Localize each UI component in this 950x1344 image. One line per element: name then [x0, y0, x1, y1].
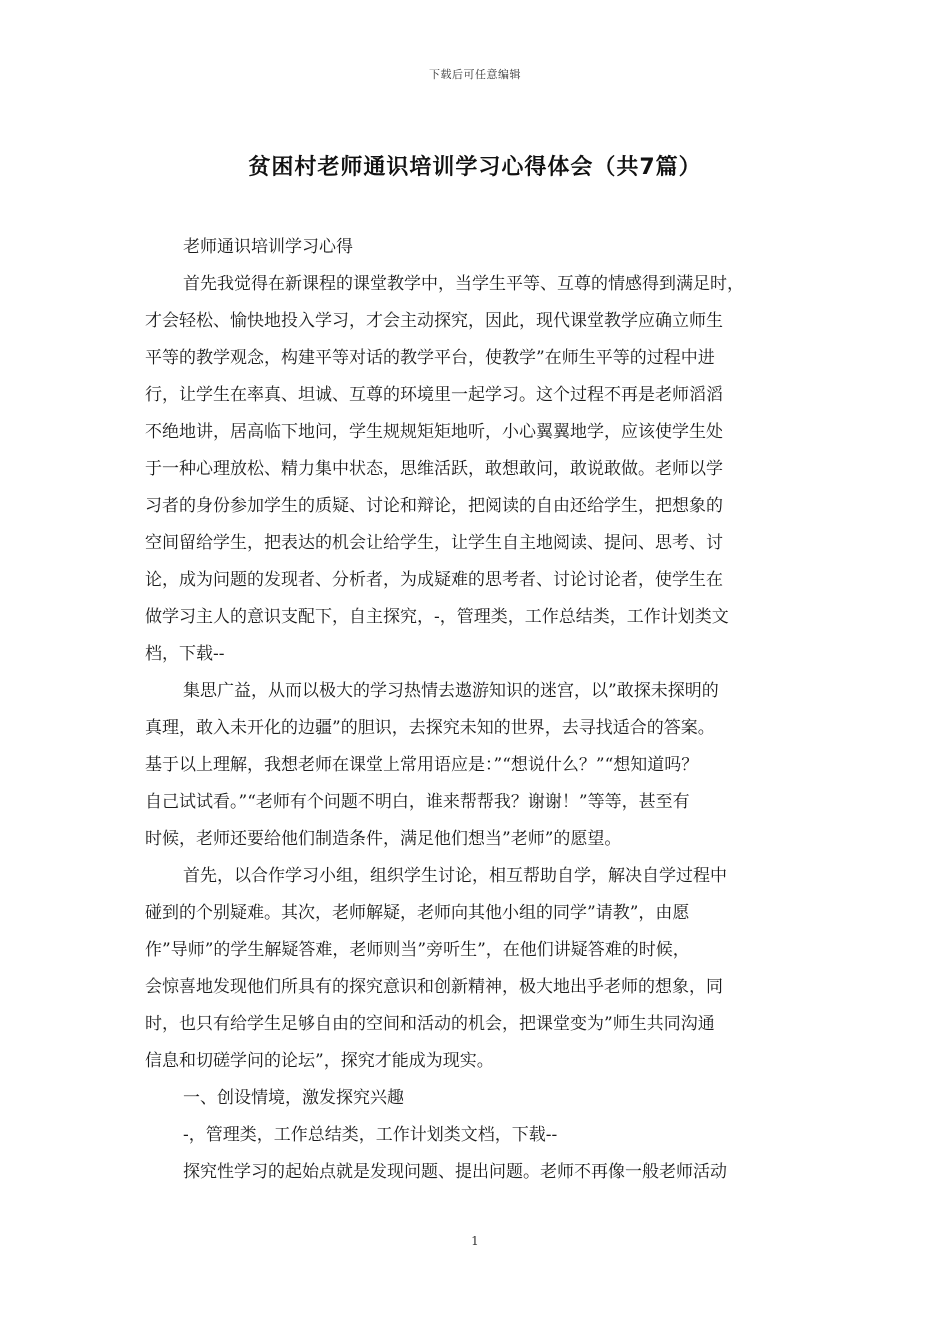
paragraph-line: 作”导师”的学生解疑答难，老师则当”旁听生”，在他们讲疑答难的时候，	[145, 940, 690, 960]
paragraph-line: 才会轻松、愉快地投入学习，才会主动探究，因此，现代课堂教学应确立师生	[145, 311, 723, 331]
paragraph-line: 时，也只有给学生足够自由的空间和活动的机会，把课堂变为”师生共同沟通	[145, 1014, 715, 1034]
paragraph-line: -，管理类，工作总结类，工作计划类文档，下载--	[183, 1125, 558, 1145]
paragraph-line: 首先，以合作学习小组，组织学生讨论，相互帮助自学，解决自学过程中	[183, 866, 727, 886]
paragraph-line: 基于以上理解，我想老师在课堂上常用语应是：”“想说什么？”“想知道吗？	[145, 755, 699, 775]
paragraph-line: 不绝地讲，居高临下地问，学生规规矩矩地听，小心翼翼地学，应该使学生处	[145, 422, 723, 442]
paragraph-line: 信息和切磋学问的论坛”，探究才能成为现实。	[145, 1051, 494, 1071]
paragraph-line: 时候，老师还要给他们制造条件，满足他们想当”老师”的愿望。	[145, 829, 622, 849]
paragraph-line: 真理，敢入未开化的边疆”的胆识，去探究未知的世界，去寻找适合的答案。	[145, 718, 715, 738]
document-body	[145, 229, 830, 1191]
paragraph-line: 探究性学习的起始点就是发现问题、提出问题。老师不再像一般老师活动	[183, 1162, 727, 1182]
document-title: 贫困村老师通识培训学习心得体会（共7篇）	[248, 155, 702, 180]
paragraph-line: 碰到的个别疑难。其次，老师解疑，老师向其他小组的同学”请教”，由愿	[145, 903, 690, 923]
paragraph-line: 平等的教学观念，构建平等对话的教学平台，使教学”在师生平等的过程中进	[145, 348, 715, 368]
page-number: 1	[471, 1234, 479, 1248]
paragraph-line: 档，下载--	[145, 644, 225, 664]
paragraph-line: 自己试试看。”“老师有个问题不明白，谁来帮帮我？谢谢！”等等，甚至有	[145, 792, 690, 812]
section-heading: 老师通识培训学习心得	[183, 237, 353, 257]
page-header: 下载后可任意编辑	[429, 68, 521, 81]
section-heading: 一、创设情境，激发探究兴趣	[183, 1088, 404, 1108]
paragraph-line: 做学习主人的意识支配下，自主探究，-，管理类，工作总结类，工作计划类文	[145, 607, 729, 627]
paragraph-line: 首先我觉得在新课程的课堂教学中，当学生平等、互尊的情感得到满足时，	[183, 274, 744, 294]
paragraph-line: 会惊喜地发现他们所具有的探究意识和创新精神，极大地出乎老师的想象，同	[145, 977, 723, 997]
paragraph-line: 于一种心理放松、精力集中状态，思维活跃，敢想敢问，敢说敢做。老师以学	[145, 459, 723, 479]
paragraph-line: 习者的身份参加学生的质疑、讨论和辩论，把阅读的自由还给学生，把想象的	[145, 496, 723, 516]
paragraph-line: 行，让学生在率真、坦诚、互尊的环境里一起学习。这个过程不再是老师滔滔	[145, 385, 723, 405]
paragraph-line: 集思广益，从而以极大的学习热情去遨游知识的迷宫，以”敢探未探明的	[183, 681, 719, 701]
paragraph-line: 空间留给学生，把表达的机会让给学生，让学生自主地阅读、提问、思考、讨	[145, 533, 723, 553]
paragraph-line: 论，成为问题的发现者、分析者，为成疑难的思考者、讨论讨论者，使学生在	[145, 570, 723, 590]
